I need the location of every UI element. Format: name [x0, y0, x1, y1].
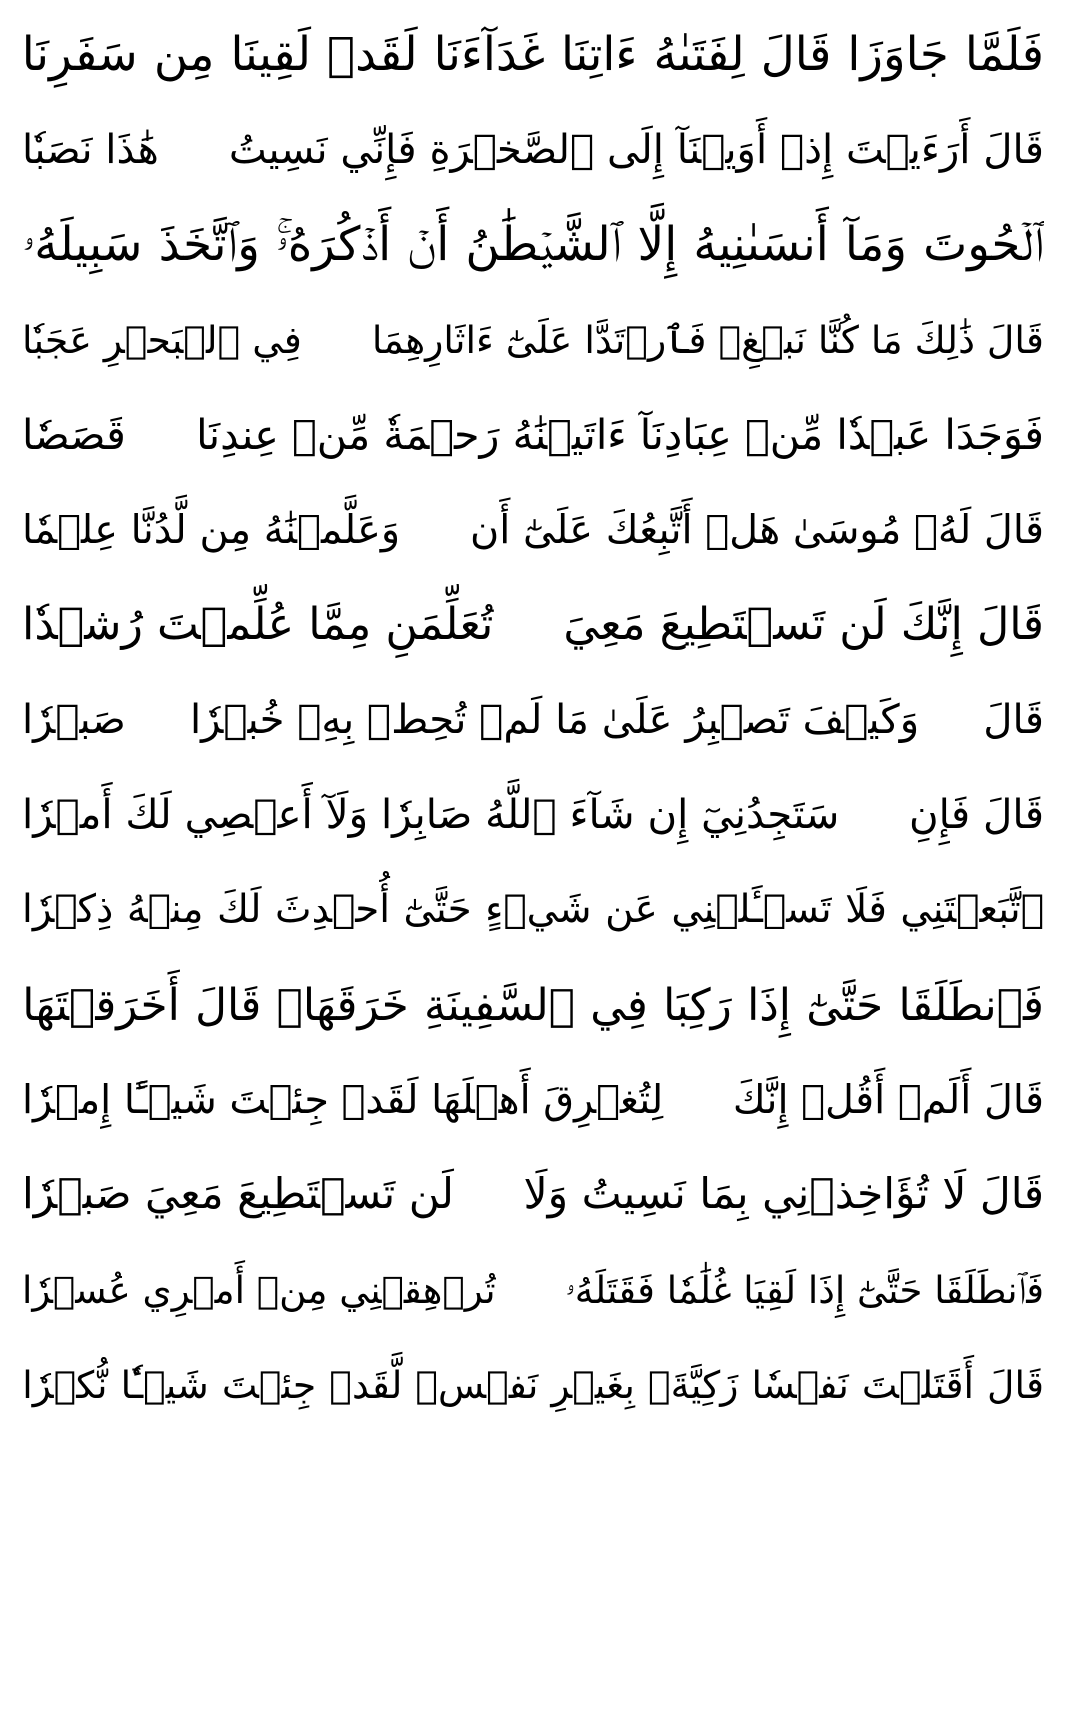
verse-segment: وَكَيۡفَ تَصۡبِرُ عَلَىٰ مَا لَمۡ تُحِطۡ بِهِۦ خُبۡرٗا [189, 697, 920, 744]
verse-segment: قَالَ فَإِنِ [908, 791, 1044, 839]
verse-segment: تُرۡهِقۡنِي مِنۡ أَمۡرِي عُسۡرٗا [22, 1267, 496, 1312]
text-line-12 [22, 1053, 1044, 1148]
text-line-11 [22, 958, 1044, 1053]
verse-segment: سَتَجِدُنِيٓ إِن شَآءَ ٱللَّهُ صَابِرٗا وَلَآ أَعۡصِي لَكَ أَمۡرٗا [22, 791, 840, 839]
verse-segment: ٱلۡحُوتَ وَمَآ أَنسَىٰنِيهُ إِلَّا ٱلشَّيۡطَٰنُ أَنۡ أَذۡكُرَهُۥۚ وَٱتَّخَذَ سَبِيلَهُۥ [22, 217, 1044, 273]
text-line-2 [22, 103, 1044, 198]
text-line-10 [22, 863, 1044, 958]
text-line-15 [22, 1338, 1044, 1433]
verse-segment: فَوَجَدَا عَبۡدٗا مِّنۡ عِبَادِنَآ ءَاتَيۡنَٰهُ رَحۡمَةٗ مِّنۡ عِندِنَا [196, 410, 1044, 459]
verse-segment: قَالَ أَلَمۡ أَقُلۡ إِنَّكَ [732, 1076, 1044, 1123]
text-line-1 [22, 8, 1044, 103]
verse-segment: فَلَمَّا جَاوَزَا قَالَ لِفَتَىٰهُ ءَاتِنَا غَدَآءَنَا لَقَدۡ لَقِينَا مِن سَفَرِنَا [22, 28, 1044, 83]
text-line-9 [22, 768, 1044, 863]
verse-segment: فَٱنطَلَقَا حَتَّىٰٓ إِذَا لَقِيَا غُلَٰمٗا فَقَتَلَهُۥ [565, 1267, 1044, 1312]
verse-segment: قَالَ أَقَتَلۡتَ نَفۡسٗا زَكِيَّةَۢ بِغَيۡرِ نَفۡسٖ لَّقَدۡ جِئۡتَ شَيۡـٔٗا نُّكۡرٗا [22, 1362, 1044, 1407]
verse-segment: قَالَ لَا تُؤَاخِذۡنِي بِمَا نَسِيتُ وَلَا [523, 1170, 1044, 1220]
verse-segment: قَالَ ذَٰلِكَ مَا كُنَّا نَبۡغِۚ فَٱرۡتَدَّا عَلَىٰٓ ءَاثَارِهِمَا [371, 317, 1044, 362]
text-line-7 [22, 578, 1044, 673]
verse-segment: قَالَ إِنَّكَ لَن تَسۡتَطِيعَ مَعِيَ [563, 599, 1044, 651]
verse-segment: قَالَ أَرَءَيۡتَ إِذۡ أَوَيۡنَآ إِلَى ٱلصَّخۡرَةِ فَإِنِّي نَسِيتُ [228, 127, 1044, 174]
verse-segment: لَن تَسۡتَطِيعَ مَعِيَ صَبۡرٗا [22, 1170, 454, 1220]
text-line-3 [22, 198, 1044, 293]
verse-segment: هَٰذَا نَصَبٗا [22, 127, 159, 174]
text-line-6 [22, 483, 1044, 578]
text-line-14 [22, 1243, 1044, 1338]
verse-segment: فِي ٱلۡبَحۡرِ عَجَبٗا [22, 317, 302, 362]
verse-segment: قَصَصٗا [22, 410, 126, 459]
verse-segment: ٱتَّبَعۡتَنِي فَلَا تَسۡـَٔلۡنِي عَن شَيۡءٍ حَتَّىٰٓ أُحۡدِثَ لَكَ مِنۡهُ ذِكۡرٗا [22, 887, 1044, 933]
verse-segment: وَعَلَّمۡنَٰهُ مِن لَّدُنَّا عِلۡمٗا [22, 506, 401, 553]
verse-segment: قَالَ [983, 697, 1044, 744]
text-line-8 [22, 673, 1044, 768]
verse-segment: تُعَلِّمَنِ مِمَّا عُلِّمۡتَ رُشۡدٗا [22, 599, 494, 651]
verse-segment: فَٱنطَلَقَا حَتَّىٰٓ إِذَا رَكِبَا فِي ٱلسَّفِينَةِ خَرَقَهَاۖ قَالَ أَخَرَقۡتَهَا [22, 979, 1044, 1031]
verse-segment: لِتُغۡرِقَ أَهۡلَهَا لَقَدۡ جِئۡتَ شَيۡـًٔا إِمۡرٗا [22, 1076, 664, 1123]
verse-segment: قَالَ لَهُۥ مُوسَىٰ هَلۡ أَتَّبِعُكَ عَلَىٰٓ أَن [470, 506, 1044, 553]
text-line-13 [22, 1148, 1044, 1243]
text-line-5 [22, 388, 1044, 483]
verse-segment: صَبۡرٗا [22, 697, 126, 744]
text-line-4 [22, 293, 1044, 388]
